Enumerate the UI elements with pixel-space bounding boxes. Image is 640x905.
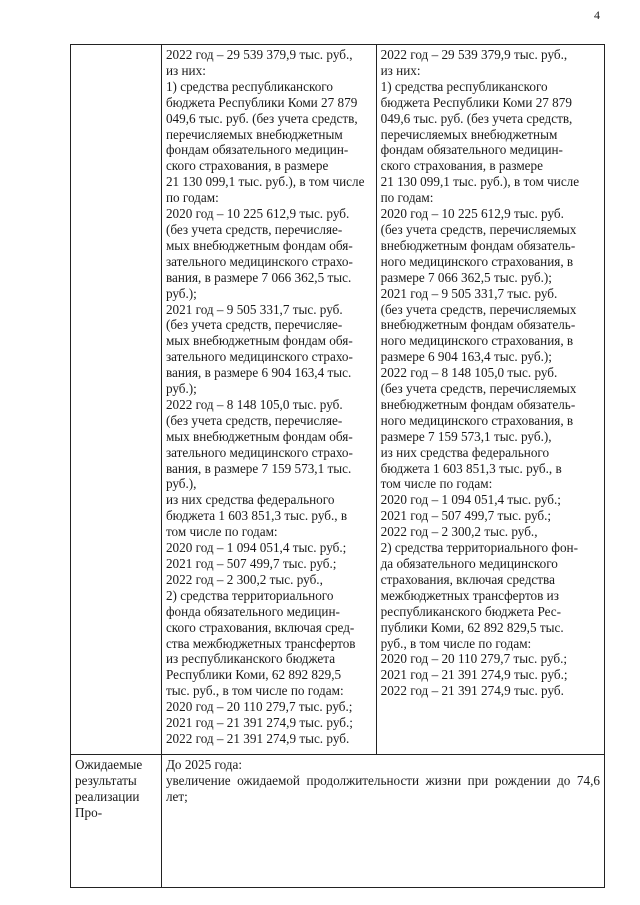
old-text-line: ского страхования, в размере: [165, 158, 329, 174]
old-text-line: 2021 год – 507 499,7 тыс. руб.;: [165, 556, 337, 571]
new-text-line: размере 7 066 362,5 тыс. руб.);: [380, 269, 552, 285]
new-text-line: 2021 год – 21 391 274,9 тыс. руб.;: [380, 667, 568, 683]
old-text-line: вания, в размере 7 159 573,1 тыс.: [165, 460, 352, 476]
results-label-cell: Ожидаемые результаты реализации Про-: [71, 755, 162, 888]
new-text-line: 2021 год – 9 505 331,7 тыс. руб.: [380, 285, 558, 301]
new-text-line: 2) средства территориального фон-: [380, 540, 578, 556]
new-text-line: руб., в том числе по годам:: [380, 635, 532, 651]
old-text-line: (без учета средств, перечисляе-: [165, 412, 343, 428]
new-text-line: 1) средства республиканского: [380, 78, 548, 94]
old-text-line: фонда обязательного медицин-: [165, 603, 340, 619]
new-text-line: фондам обязательного медицин-: [380, 142, 563, 158]
new-text-line: 2020 год – 10 225 612,9 тыс. руб.: [380, 206, 564, 222]
new-text-line: том числе по годам:: [380, 476, 493, 492]
new-text-line: 049,6 тыс. руб. (без учета средств,: [380, 110, 573, 126]
new-text-line: (без учета средств, перечисляемых: [380, 221, 577, 237]
results-row: [71, 755, 605, 888]
old-text-line: бюджета 1 603 851,3 тыс. руб., в: [165, 508, 348, 524]
new-text-line: 2022 год – 2 300,2 тыс. руб.,: [380, 524, 538, 540]
funding-old-text-cell: [161, 45, 376, 755]
old-text-line: 2022 год – 21 391 274,9 тыс. руб.: [165, 730, 350, 746]
new-text-line: страхования, включая средства: [380, 571, 555, 587]
new-text-line: 2022 год – 29 539 379,9 тыс. руб.,: [380, 47, 568, 62]
new-text-line: межбюджетных трансфертов из: [380, 587, 559, 603]
new-text-line: ного медицинского страхования, в: [380, 333, 574, 349]
results-text-line: увеличение ожидаемой продолжительности жизни при рождении до 74,6 лет;: [165, 772, 600, 804]
old-text-line: 2020 год – 1 094 051,4 тыс. руб.;: [165, 540, 347, 556]
old-text-line: том числе по годам:: [165, 524, 278, 540]
new-text-line: внебюджетным фондам обязатель-: [380, 396, 576, 412]
new-text-line: из них:: [380, 62, 421, 78]
old-text-line: зательного медицинского страхо-: [165, 253, 353, 269]
new-text-line: бюджета Республики Коми 27 879: [380, 94, 572, 110]
new-text-line: ного медицинского страхования, в: [380, 412, 574, 428]
new-text-line: 2022 год – 21 391 274,9 тыс. руб.: [380, 683, 564, 699]
new-text-line: 2022 год – 8 148 105,0 тыс. руб.: [380, 365, 558, 381]
old-text-line: руб.);: [165, 285, 197, 301]
new-text-line: 2020 год – 20 110 279,7 тыс. руб.;: [380, 651, 568, 667]
old-text-line: ства межбюджетных трансфертов: [165, 635, 356, 651]
page-number: 4: [594, 8, 600, 22]
new-text-line: да обязательного медицинского: [380, 556, 558, 571]
new-text-line: (без учета средств, перечисляемых: [380, 301, 577, 317]
old-text-line: 2022 год – 8 148 105,0 тыс. руб.: [165, 396, 343, 412]
new-text-line: ного медицинского страхования, в: [380, 253, 574, 269]
old-text-line: (без учета средств, перечисляе-: [165, 221, 343, 237]
funding-row: [71, 45, 605, 755]
results-text-cell: [161, 755, 604, 888]
old-text-line: 2020 год – 20 110 279,7 тыс. руб.;: [165, 699, 353, 715]
old-text-line: (без учета средств, перечисляе-: [165, 317, 343, 333]
old-text-line: 2021 год – 9 505 331,7 тыс. руб.: [165, 301, 343, 317]
new-text-line: ского страхования, в размере: [380, 158, 543, 174]
new-text-line: бюджета 1 603 851,3 тыс. руб., в: [380, 460, 562, 476]
old-text-line: 2) средства территориального: [165, 587, 334, 603]
old-text-line: бюджета Республики Коми 27 879: [165, 94, 358, 110]
old-text-line: вания, в размере 7 066 362,5 тыс.: [165, 269, 352, 285]
old-text-line: по годам:: [165, 190, 219, 206]
old-text-line: руб.);: [165, 381, 197, 397]
results-text-line: До 2025 года:: [165, 757, 243, 772]
old-text-line: 2021 год – 21 391 274,9 тыс. руб.;: [165, 715, 353, 731]
old-text-line: из них средства федерального: [165, 492, 335, 508]
old-text-line: из них:: [165, 62, 206, 78]
old-text-line: мых внебюджетным фондам обя-: [165, 237, 353, 253]
old-text-line: зательного медицинского страхо-: [165, 444, 353, 460]
new-text-line: размере 7 159 573,1 тыс. руб.),: [380, 428, 552, 444]
new-text-line: республиканского бюджета Рес-: [380, 603, 562, 619]
old-text-line: мых внебюджетным фондам обя-: [165, 333, 353, 349]
new-text-line: по годам:: [380, 190, 434, 206]
old-text-line: фондам обязательного медицин-: [165, 142, 349, 158]
new-text-line: размере 6 904 163,4 тыс. руб.);: [380, 349, 552, 365]
new-text-line: 2020 год – 1 094 051,4 тыс. руб.;: [380, 492, 561, 508]
old-text-line: вания, в размере 6 904 163,4 тыс.: [165, 365, 352, 381]
old-text-line: 049,6 тыс. руб. (без учета средств,: [165, 110, 358, 126]
old-text-line: 21 130 099,1 тыс. руб.), в том числе: [165, 174, 365, 190]
new-text-line: публики Коми, 62 892 829,5 тыс.: [380, 619, 564, 635]
new-text-line: внебюджетным фондам обязатель-: [380, 237, 576, 253]
funding-label-cell: [71, 45, 162, 755]
new-text-line: (без учета средств, перечисляемых: [380, 381, 577, 397]
old-text-line: мых внебюджетным фондам обя-: [165, 428, 353, 444]
old-text-line: зательного медицинского страхо-: [165, 349, 353, 365]
old-text-line: Республики Коми, 62 892 829,5: [165, 667, 342, 683]
old-text-line: перечисляемых внебюджетным: [165, 126, 343, 142]
old-text-line: из республиканского бюджета: [165, 651, 336, 667]
new-text-line: 21 130 099,1 тыс. руб.), в том числе: [380, 174, 580, 190]
old-text-line: ского страхования, включая сред-: [165, 619, 355, 635]
new-text-line: 2021 год – 507 499,7 тыс. руб.;: [380, 508, 552, 524]
old-text-line: 1) средства республиканского: [165, 78, 333, 94]
old-text-line: 2020 год – 10 225 612,9 тыс. руб.: [165, 206, 350, 222]
old-text-line: руб.),: [165, 476, 197, 492]
new-text-line: перечисляемых внебюджетным: [380, 126, 558, 142]
old-text-line: тыс. руб., в том числе по годам:: [165, 683, 344, 699]
new-text-line: внебюджетным фондам обязатель-: [380, 317, 576, 333]
old-text-line: 2022 год – 29 539 379,9 тыс. руб.,: [165, 47, 353, 62]
funding-new-text-cell: [376, 45, 604, 755]
old-text-line: 2022 год – 2 300,2 тыс. руб.,: [165, 571, 323, 587]
program-table: [70, 44, 605, 888]
new-text-line: из них средства федерального: [380, 444, 550, 460]
